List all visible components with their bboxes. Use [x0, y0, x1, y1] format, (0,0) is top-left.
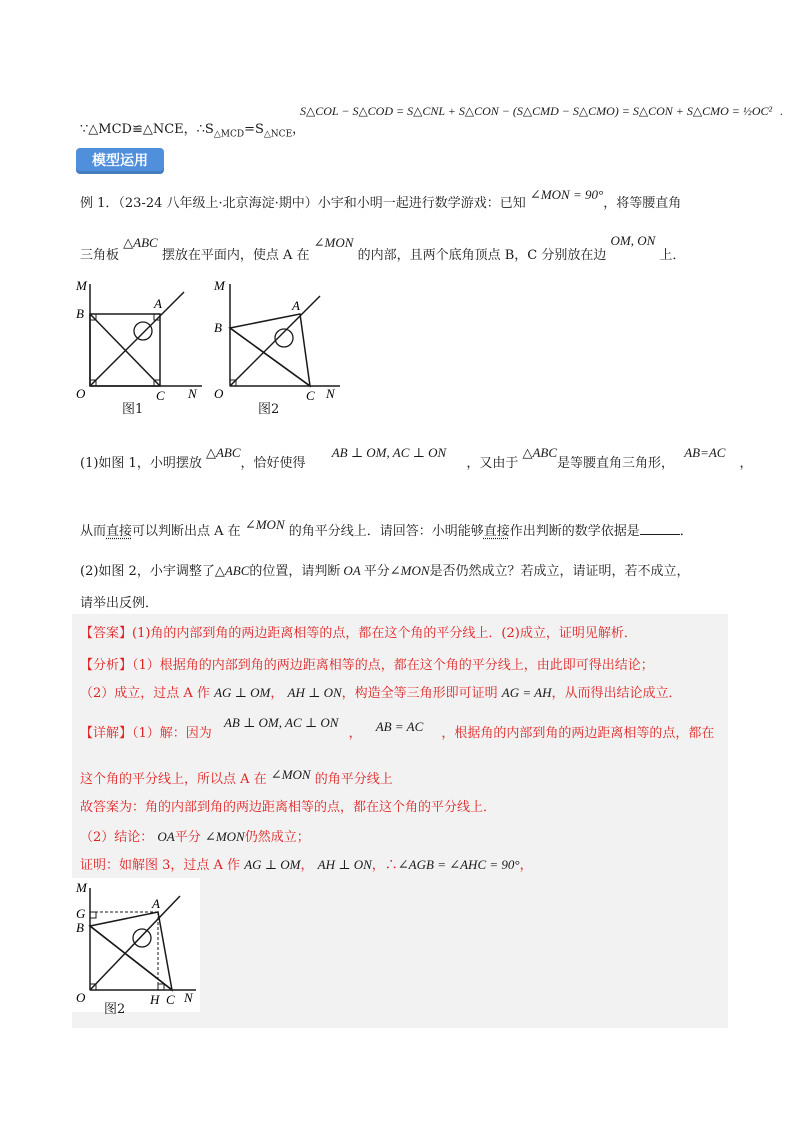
detail-line-1 [80, 715, 715, 741]
q1-l2-directly: 直接 [106, 524, 133, 539]
figure-3 [72, 880, 202, 1010]
detail-text-4b: 平分 [174, 830, 201, 845]
figure-2 [210, 276, 345, 406]
triangle-abc: △ABC [123, 235, 158, 250]
angle-mon-90: ∠MON = 90° [529, 187, 604, 202]
detail-text-5a: 证明：如解图 3，过点 A 作 [80, 858, 241, 873]
q1-text-d: 是等腰直角三角形， [557, 456, 675, 471]
detail-text-2b: 的角平分线上 [314, 772, 393, 787]
detail-line-4 [80, 826, 310, 845]
example-text-f: 上． [659, 248, 686, 263]
analysis-text-1: （1）根据角的内部到角的两边距离相等的点，都在这个角的平分线上，由此即可得出结论； [132, 658, 654, 673]
detail-line-3 [80, 796, 496, 815]
label-m-3: M [76, 880, 87, 895]
top-line [80, 118, 305, 140]
detail-text-2a: 这个角的平分线上，所以点 A 在 [80, 772, 267, 787]
figure-3-caption: 图2 [104, 1002, 126, 1017]
figure-2-caption: 图2 [258, 402, 280, 417]
q1-l2-c: 可以判断出点 A 在 [132, 524, 241, 539]
answer-blank[interactable] [640, 522, 680, 535]
label-b: B [76, 306, 84, 321]
detail-ab-ac: AB = AC [375, 719, 424, 734]
detail-tag: 【详解】 [80, 726, 133, 741]
detail-text-3: 故答案为：角的内部到角的两边距离相等的点，都在这个角的平分线上． [80, 800, 497, 815]
q1-perpendicular: AB ⊥ OM, AC ⊥ ON [331, 445, 447, 460]
area-formula [300, 104, 783, 119]
q1-l2-f: 作出判断的数学依据是 [509, 524, 640, 539]
detail-angle-mon-2: ∠MON [204, 829, 245, 844]
q2-text-c: 平分 [363, 564, 390, 579]
label-a-3: A [152, 896, 160, 911]
q2-text-a: (2)如图 2，小宇调整了 [80, 564, 215, 579]
q2-text-b: 的位置，请判断 [249, 564, 341, 579]
q1-text-c: ，又由于 [466, 456, 519, 471]
example-text-b: ，将等腰直角 [603, 196, 682, 211]
q1-triangle-2: △ABC [522, 445, 558, 460]
label-a: A [154, 296, 162, 311]
analysis-text-2c: ，构造全等三角形即可证明 [341, 686, 498, 701]
figure-1-caption: 图1 [122, 402, 144, 417]
analysis-line-1 [80, 654, 654, 673]
label-b-3: B [76, 920, 84, 935]
label-a-2: A [292, 298, 300, 313]
detail-comma-end: ， [519, 858, 533, 873]
label-o: O [76, 386, 86, 401]
q1-l2-a: 从而 [80, 524, 107, 539]
label-n-3: N [184, 990, 193, 1005]
analysis-line-2 [80, 682, 682, 701]
detail-text-4a: （2）结论： [80, 830, 154, 845]
detail-text-1c: ，根据角的内部到角的两边距离相等的点，都在 [441, 726, 715, 741]
q1-l2-angle: ∠MON [244, 517, 285, 532]
detail-comma-1: ， [348, 726, 362, 741]
analysis-tag: 【分析】 [80, 658, 133, 673]
because-text: ∵△MCD≌△NCE，∴S [80, 122, 214, 137]
detail-line-2 [80, 768, 393, 787]
detail-therefore: ，∴ [371, 858, 398, 873]
figure-1 [72, 276, 207, 406]
question-1-line-2 [80, 517, 693, 539]
detail-oa: OA [157, 829, 175, 844]
example-text-a: 例 1．（23-24 八年级上·北京海淀·期中）小宇和小明一起进行数学游戏：已知 [80, 196, 526, 211]
q1-ab-ac: AB=AC [684, 445, 726, 460]
analysis-text-2a: （2）成立，过点 A 作 [80, 686, 210, 701]
analysis-ah-on: AH ⊥ ON [287, 685, 342, 700]
question-2-line-1 [80, 560, 690, 579]
label-h-3: H [150, 992, 160, 1007]
detail-perpendicular: AB ⊥ OM, AC ⊥ ON [223, 715, 339, 730]
q1-l2-period: ． [679, 524, 693, 539]
q2-oa: OA [343, 563, 361, 578]
label-m-2: M [214, 278, 225, 293]
model-usage-badge: 模型运用 [76, 148, 164, 174]
q1-l2-directly-2: 直接 [483, 524, 510, 539]
eq-text: =S [244, 122, 264, 137]
question-1-line-1 [80, 445, 753, 471]
formula-period: . [780, 104, 784, 118]
comma: ， [292, 122, 306, 137]
detail-right-angles: ∠AGB = ∠AHC = 90° [397, 857, 520, 872]
label-n-2: N [326, 386, 335, 401]
detail-angle-mon: ∠MON [270, 767, 311, 782]
detail-comma-5: ， [300, 858, 314, 873]
detail-text-1a: （1）解：因为 [132, 726, 212, 741]
sides-om-on: OM, ON [610, 233, 656, 248]
label-b-2: B [214, 320, 222, 335]
q1-triangle: △ABC [205, 445, 241, 460]
analysis-text-2d: ，从而得出结论成立． [551, 686, 682, 701]
example-text-e: 的内部，且两个底角顶点 B，C 分别放在边 [357, 248, 607, 263]
q1-text-a: (1)如图 1，小明摆放 [80, 456, 202, 471]
label-o-3: O [76, 990, 86, 1005]
sub-mcd: △MCD [213, 129, 245, 140]
label-c-2: C [306, 388, 315, 403]
formula-text: S△COL − S△COD = S△CNL + S△CON − (S△CMD − S△CMO) = S△CON + S△CMO = ½OC² [300, 104, 773, 118]
q2-angle: ∠MON [389, 563, 430, 578]
example-text-c: 三角板 [80, 248, 120, 263]
q2-text-d: 是否仍然成立？若成立，请证明，若不成立， [429, 564, 690, 579]
detail-text-4c: 仍然成立； [244, 830, 310, 845]
analysis-ag-om: AG ⊥ OM [214, 685, 271, 700]
sub-nce: △NCE [263, 129, 293, 140]
label-n: N [188, 386, 197, 401]
answer-tag: 【答案】 [80, 626, 133, 641]
label-m: M [76, 278, 87, 293]
example-text-d: 摆放在平面内，使点 A 在 [161, 248, 310, 263]
q1-text-e: ， [739, 456, 753, 471]
question-2-line-2 [80, 592, 158, 611]
label-o-2: O [214, 386, 224, 401]
answer-line [80, 622, 637, 641]
detail-ag-om: AG ⊥ OM [244, 857, 301, 872]
answer-text: (1)角的内部到角的两边距离相等的点，都在这个角的平分线上．(2)成立，证明见解析． [132, 626, 637, 641]
detail-line-5 [80, 854, 533, 873]
q2-triangle: △ABC [214, 563, 250, 578]
example-line-1 [80, 187, 682, 211]
label-g-3: G [76, 906, 86, 921]
angle-mon: ∠MON [313, 235, 354, 250]
label-c-3: C [166, 992, 175, 1007]
detail-ah-on: AH ⊥ ON [317, 857, 372, 872]
example-line-2 [80, 233, 686, 263]
q1-l2-d: 的角平分线上．请回答：小明能够 [288, 524, 484, 539]
label-c: C [156, 388, 165, 403]
q2-text-e: 请举出反例． [80, 596, 159, 611]
analysis-ag-ah: AG = AH [501, 685, 552, 700]
analysis-comma: ， [270, 686, 284, 701]
q1-text-b: ，恰好使得 [240, 456, 306, 471]
